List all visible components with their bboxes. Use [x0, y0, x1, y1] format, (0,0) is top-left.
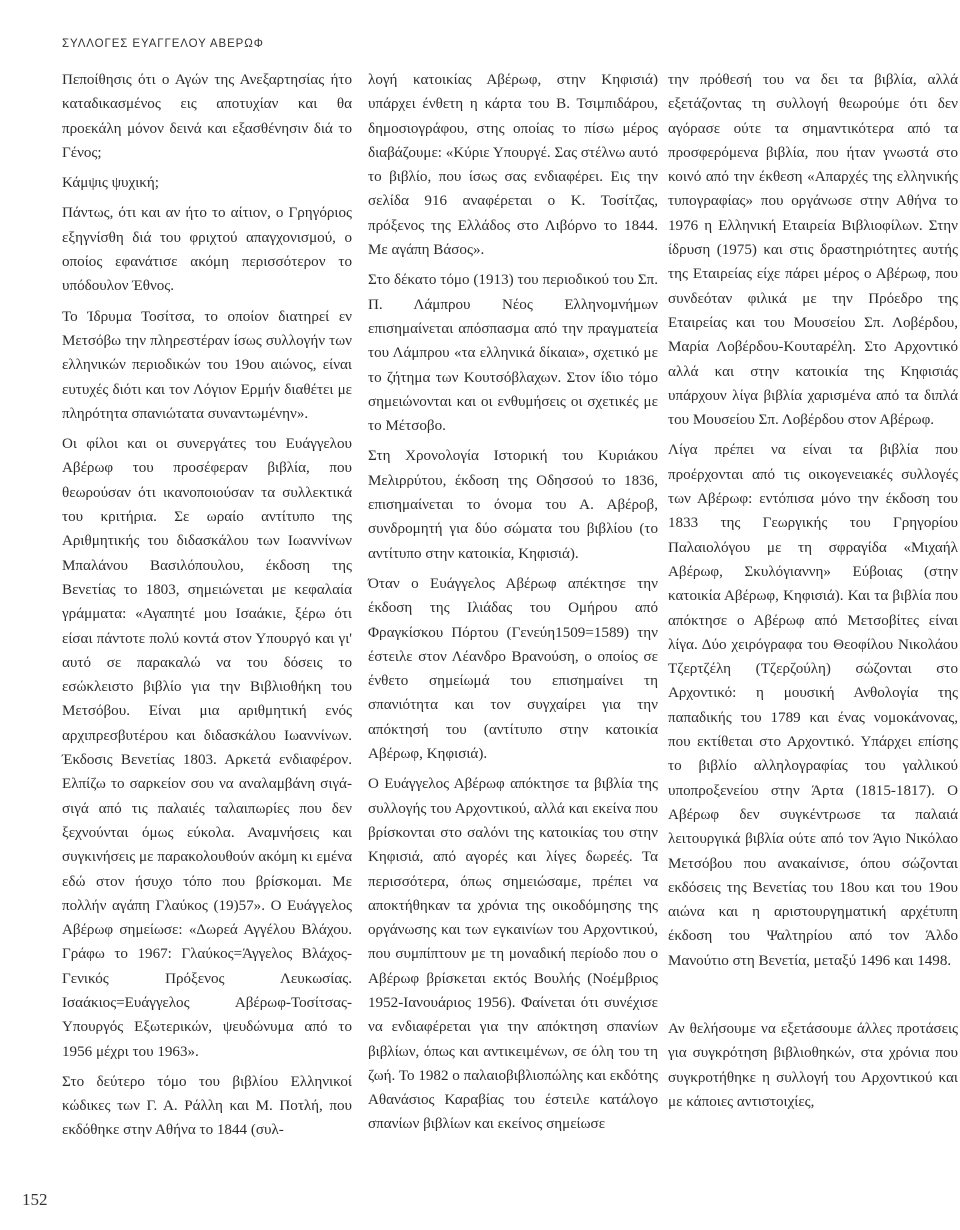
text-column-3: [668, 68, 958, 1120]
paragraph: Στη Χρονολογία Ιστορική του Κυριάκου Μελιρρύτου, έκδοση της Οδησσού το 1836, επισημαίνεται το όνομα του Α. Αβέροβ, συνδρομητή για δύο σώματα του βιβλίου (το αντίτυπο στην κατοικία, Κηφισιά).: [368, 448, 658, 562]
paragraph: την πρόθεσή του να δει τα βιβλία, αλλά εξετάζοντας τη συλλογή θεωρούμε ότι δεν αγόρασε ούτε τα σημαντικότερα από τα προσφερόμενα βιβλία, που ήταν γνωστά στο κοινό από την έκθεση «Απαρχές της ελληνικής τυπογραφίας» που οργάνωσε στην Αθήνα το 1976 η Ελληνική Εταιρεία Βιβλιοφίλων. Στην ίδρυση (1975) και στις δραστηριότητες αυτής της Εταιρείας είχε πάρει μέρος ο Αβέρωφ, που συνδεόταν φιλικά με την Πρόεδρο της Εταιρείας και του Μουσείου Σπ. Λοβέρδου, Μαρία Λοβέρδου-Κουταρέλη. Στο Αρχοντικό αλλά και στην κατοικία της Κηφισιάς υπάρχουν λίγα βιβλία χαρισμένα από τα διπλά του Μουσείου Σπ. Λοβέρδου στον Αβέρωφ.: [668, 72, 958, 429]
paragraph: Το Ίδρυμα Τοσίτσα, το οποίον διατηρεί εν Μετσόβω την πληρεστέραν ίσως συλλογήν των ελληνικών περιοδικών του 19ου αιώνος, είναι ευτυχές διότι και τον Λόγιον Ερμήν διαθέτει με πληρότητα σπανιώτατα συναντωμένην».: [62, 308, 352, 422]
paragraph: Όταν ο Ευάγγελος Αβέρωφ απέκτησε την έκδοση της Ιλιάδας του Ομήρου από Φραγκίσκου Πόρτου (Γενεύη1509=1589) την έστειλε στον Λέανδρο Βρανούση, ο οποίος σε ένθετο σημείωμά του επισημαίνει τη σπανιότητα και τον συγχαίρει για την απόκτησή του (αντίτυπο στην κατοικία Αβέρωφ, Κηφισιά).: [368, 575, 658, 763]
paragraph: Πάντως, ότι και αν ήτο το αίτιον, ο Γρηγόριος εξηγνίσθη διά του φριχτού απαγχονισμού, ο οποίος εφανάτισε ακόμη περισσότερον το υπόδουλον Έθνος.: [62, 205, 352, 295]
paragraph: Αν θελήσουμε να εξετάσουμε άλλες προτάσεις για συγκρότηση βιβλιοθηκών, στα χρόνια που συγκροτήθηκε η συλλογή του Αρχοντικού και με κάποιες αντιστοιχίες,: [668, 1020, 958, 1110]
paragraph: λογή κατοικίας Αβέρωφ, στην Κηφισιά) υπάρχει ένθετη η κάρτα του Β. Τσιμπιδάρου, δημοσιογράφου, στης οποίας το πίσω μέρος διαβάζουμε: «Κύριε Υπουργέ. Σας στέλνω αυτό το βιβλίο, που ίσως σας ενδιαφέρει. Εις την σελίδα 916 αναφέρεται ο Κ. Τοσίτζας, πρόξενος της Ελλάδος στο Λιβόρνο το 1844. Με αγάπη Βάσος».: [368, 72, 659, 259]
text-column-2: [368, 68, 658, 1143]
paragraph: Λίγα πρέπει να είναι τα βιβλία που προέρχονται από τις οικογενειακές συλλογές των Αβέρωφ: εντόπισα μόνο την έκδοση του 1833 της Γεωργικής του Γρηγορίου Παλαιολόγου με τη σφραγίδα «Μιχαήλ Αβέρωφ, Σκυλόγιαννη» Εύβοιας (στην κατοικία Αβέρωφ, Κηφισιά). Και τα βιβλία που απόκτησε ο Αβέρωφ από Μετσοβίτες είναι λίγα. Δύο χειρόγραφα του Θεοφίλου Νικολάου Τζερτζέλη (Τζερζούλη) σώζονται στο Αρχοντικό: η μουσική Ανθολογία της παπαδικής του 1789 και ένας νομοκάνονας, που εκτίθεται στο Αρχοντικό. Υπάρχει επίσης το βιβλίο αλληλογραφίας του γαλλικού υποπροξενείου στην Άρτα (1815-1817). Ο Αβέρωφ δεν συγκέντρωσε τα παλαιά λειτουργικά βιβλία ούτε από τον Άγιο Νικόλαο Μετσόβου που ανακαίνισε, όπου σώζονται εκδόσεις της Βενετίας του 18ου και του 19ου αιώνα και η αριστουργηματική αρχέτυπη έκδοση του Ψαλτηρίου από τον Άλδο Μανούτιο στη Βενετία, μεταξύ 1496 και 1498.: [668, 442, 958, 969]
paragraph: Στο δέκατο τόμο (1913) του περιοδικού του Σπ. Π. Λάμπρου Νέος Ελληνομνήμων επισημαίνεται απόσπασμα από την πραγματεία του Λάμπρου «τα ελληνικά δίκαια», σχετικό με το ζήτημα των Κουτσόβλαχων. Στον ίδιο τόμο σημειώνονται και οι ενθυμήσεις οι σχετικές με το Μέτσοβο.: [368, 272, 658, 435]
paragraph: Οι φίλοι και οι συνεργάτες του Ευάγγελου Αβέρωφ του προσέφεραν βιβλία, που θεωρούσαν ότι ικανοποιούσαν τα συλλεκτικά του κριτήρια. Σε ωραίο αντίτυπο της Αριθμητικής του διδασκάλου των Ιωαννίνων Μπαλάνου Βασιλόπουλου, έκδοση της Βενετίας το 1803, σημειώνεται με κεφαλαία γράμματα: «Αγαπητέ μου Ισαάκιε, ξέρω ότι είσαι πάντοτε πολύ κοντά στον Υπουργό και γι' αυτό σε παρακαλώ να του δόσεις το εσώκλειστο βιβλίο για την Βιβλιοθήκη του Μετσόβου. Είναι μια αριθμητική ενός αρχιπρεσβυτέρου και διδασκάλου Ιωαννίνων. Έκδοσις Βενετίας 1803. Αρκετά ενδιαφέρον. Ελπίζω το σαρκείον σου να αναλαμβάνη σιγά-σιγά από τις παλαιές ταλαιπωρίες που δεν ξεχνούνται όμως εύκολα. Αναμνήσεις και συγκινήσεις με παρακολουθούν ακόμη κι εμένα εδώ στον ήσυχο τόπο που βρίσκομαι. Με πολλήν αγάπη Γλαύκος (19)57». Ο Ευάγγελος Αβέρωφ σημείωσε: «Δωρεά Αγγέλου Βλάχου. Γράφω το 1967: Γλαύκος=Άγγελος Βλάχος-Γενικός Πρόξενος Λευκωσίας. Ισαάκιος=Ευάγγελος Αβέρωφ-Τοσίτσας-Υπουργός Εξωτερικών, ψευδώνυμα από το 1956 μέχρι του 1963».: [62, 436, 352, 1060]
paragraph: Κάμψις ψυχική;: [62, 175, 159, 192]
paragraph: Πεποίθησις ότι ο Αγών της Ανεξαρτησίας ήτο καταδικασμένος εις αποτυχίαν και θα προεκάλη μόνον δεινά και εξασθένησιν διά το Γένος;: [62, 72, 352, 161]
running-header: ΣΥΛΛΟΓΕΣ ΕΥΑΓΓΕΛΟΥ ΑΒΕΡΩΦ: [62, 38, 264, 50]
paragraph-gap: [668, 979, 958, 1017]
text-column-1: [62, 68, 352, 1149]
paragraph: Στο δεύτερο τόμο του βιβλίου Ελληνικοί κώδικες των Γ. Α. Ράλλη και Μ. Ποτλή, που εκδόθηκε στην Αθήνα το 1844 (συλ-: [62, 1073, 352, 1139]
paragraph: Ο Ευάγγελος Αβέρωφ απόκτησε τα βιβλία της συλλογής του Αρχοντικού, αλλά και εκείνα που βρίσκονται στο σαλόνι της κατοικίας του στην Κηφισιά, από αγορές και λίγες δωρεές. Τα περισσότερα, όπως σημειώσαμε, πρέπει να αποκτήθηκαν τα χρόνια της οικοδόμησης της οργάνωσης και των εγκαινίων του Αρχοντικού, που συμπίπτουν με τη μοναδική περίοδο που ο Αβέρωφ βρίσκεται εκτός Βουλής (Νοέμβριος 1952-Ιανουάριος 1956). Φαίνεται ότι συνέχισε να ενδιαφέρεται για την απόκτηση σπανίων βιβλίων, όπως και αντικειμένων, σε όλη του τη ζωή. Το 1982 ο παλαιοβιβλιοπώλης και εκδότης Αθανάσιος Καραβίας του έστειλε κατάλογο σπανίων βιβλίων και εκείνος σημείωσε: [368, 776, 658, 1133]
page-number: 152: [22, 1190, 48, 1209]
